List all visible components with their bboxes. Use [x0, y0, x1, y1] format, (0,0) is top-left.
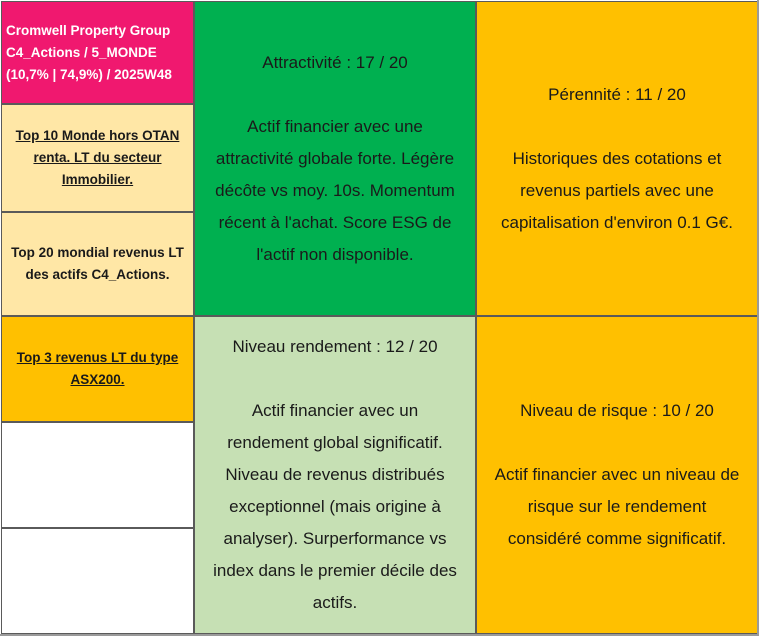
rendement-text: analyser). Surperformance vs — [223, 529, 447, 548]
attractivite-text: attractivité globale forte. Légère — [215, 148, 455, 168]
attractivite-cell — [194, 1, 476, 316]
ranking-tag-2-line: Top 20 mondial revenus LT — [11, 245, 184, 260]
perennite-text: Historiques des cotations et — [512, 148, 722, 168]
ranking-tag-3-line: Top 3 revenus LT du type — [16, 350, 179, 365]
attractivite-text: décôte vs moy. 10s. Momentum — [215, 180, 455, 200]
asset-stats: (10,7% | 74,9%) / 2025W48 — [6, 66, 172, 82]
rendement-text: exceptionnel (mais origine à — [229, 497, 441, 516]
rendement-text: index dans le premier décile des — [213, 561, 457, 580]
risque-text: risque sur le rendement — [527, 497, 707, 516]
rendement-text: Niveau de revenus distribués — [225, 465, 445, 484]
rendement-title: Niveau rendement : 12 / 20 — [232, 337, 438, 356]
risque-cell — [476, 316, 758, 634]
attractivite-text: Actif financier avec une — [247, 116, 423, 136]
ranking-tag-2 — [1, 212, 194, 316]
risque-text: Actif financier avec un niveau de — [494, 465, 740, 484]
empty-cell — [1, 422, 194, 528]
ranking-tag-1-line: Top 10 Monde hors OTAN — [15, 128, 180, 143]
rendement-text: rendement global significatif. — [227, 433, 443, 452]
ranking-tag-2-line: des actifs C4_Actions. — [25, 267, 170, 282]
perennite-title: Pérennité : 11 / 20 — [548, 84, 686, 104]
rendement-text: Actif financier avec un — [251, 401, 419, 420]
asset-name: Cromwell Property Group — [6, 22, 171, 38]
risque-title: Niveau de risque : 10 / 20 — [520, 401, 714, 420]
attractivite-text: récent à l'achat. Score ESG de — [218, 212, 452, 232]
ranking-tag-1-line: renta. LT du secteur — [33, 150, 162, 165]
ranking-tag-1[interactable] — [1, 104, 194, 212]
rendement-text: actifs. — [312, 593, 358, 612]
empty-cell — [1, 528, 194, 634]
attractivite-title: Attractivité : 17 / 20 — [262, 52, 408, 72]
risque-text: considéré comme significatif. — [507, 529, 727, 548]
asset-header-cell — [1, 1, 194, 104]
attractivite-text: l'actif non disponible. — [256, 244, 414, 264]
asset-category: C4_Actions / 5_MONDE — [6, 44, 157, 60]
perennite-cell — [476, 1, 758, 316]
perennite-text: capitalisation d'environ 0.1 G€. — [501, 212, 733, 232]
ranking-tag-3-line: ASX200. — [70, 372, 125, 387]
ranking-tag-1-line: Immobilier. — [61, 172, 134, 187]
ranking-tag-3[interactable] — [1, 316, 194, 422]
perennite-text: revenus partiels avec une — [520, 180, 714, 200]
rendement-cell — [194, 316, 476, 634]
